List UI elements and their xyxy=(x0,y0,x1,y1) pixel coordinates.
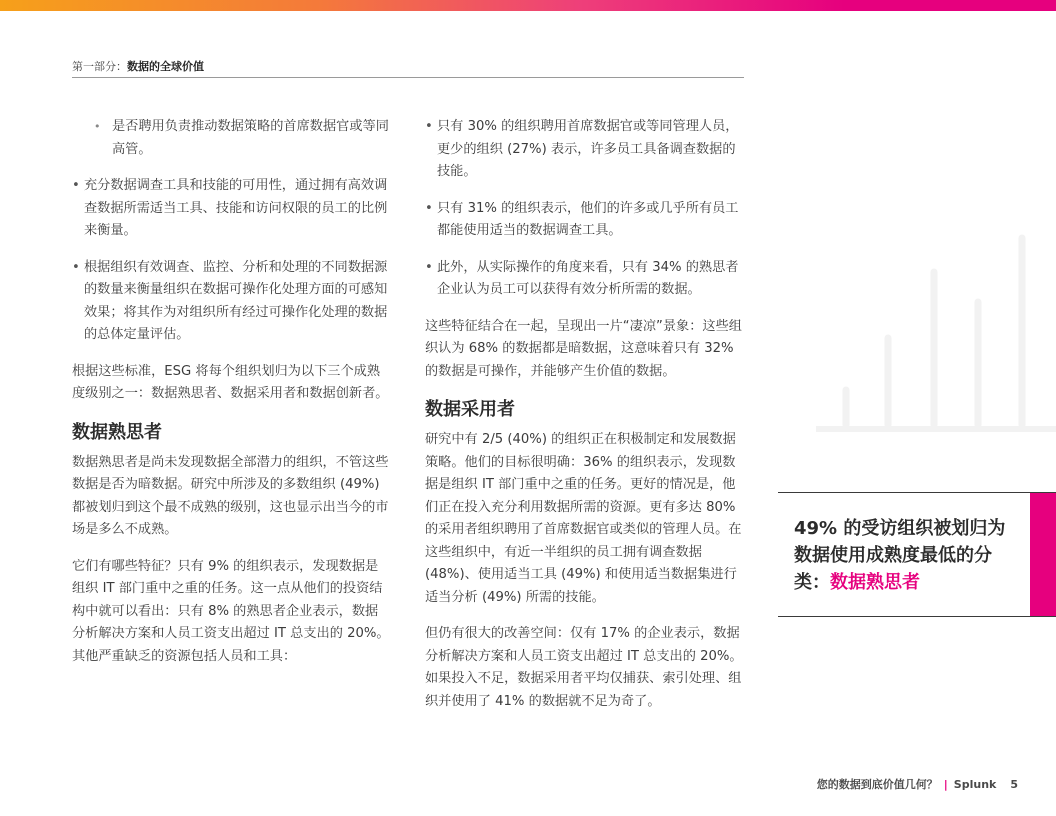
footer-brand: Splunk xyxy=(953,778,997,791)
paragraph: 但仍有很大的改善空间：仅有 17% 的企业表示，数据分析解决方案和人员工资支出超过 IT 总支出的 20%。如果投入不足，数据采用者平均仅捕获、索引处理、组织并使用了 41% 的数据就不足为奇了。 xyxy=(425,626,743,709)
list-item: • 此外，从实际操作的角度来看，只有 34% 的熟思者企业认为员工可以获得有效分析所需的数据。 xyxy=(425,257,745,302)
sub-bullet-list xyxy=(72,116,390,161)
list-item: • 根据组织有效调查、监控、分析和处理的不同数据源的数量来衡量组织在数据可操作化处理方面的可感知效果；将其作为对组织所有经过可操作化处理的数据的总体定量评估。 xyxy=(72,257,390,347)
callout-accent-text: 数据熟思者 xyxy=(830,572,920,593)
paragraph: 这些特征结合在一起，呈现出一片“凄凉”景象：这些组织认为 68% 的数据都是暗数据，这意味着只有 32% 的数据是可操作，并能够产生价值的数据。 xyxy=(425,318,742,379)
section-header xyxy=(72,58,744,78)
page-number: 5 xyxy=(1010,778,1018,791)
bullet-list xyxy=(425,116,745,302)
heading-data-adopters: 数据采用者 xyxy=(425,399,515,420)
callout-box xyxy=(778,492,1056,617)
callout-main-text: 49% 的受访组织被划归为数据使用成熟度最低的分类： xyxy=(794,518,1006,593)
section-part-label: 第一部分： xyxy=(72,60,127,73)
list-item: • 充分数据调查工具和技能的可用性，通过拥有高效调查数据所需适当工具、技能和访问权限的员工的比例来衡量。 xyxy=(72,175,390,243)
paragraph: 数据熟思者是尚未发现数据全部潜力的组织，不管这些数据是否为暗数据。研究中所涉及的多数组织 (49%) 都被划归到这个最不成熟的级别，这也显示出当今的市场是多么不成熟。 xyxy=(72,454,389,537)
decorative-bars-graphic xyxy=(816,230,1056,435)
footer-title: 您的数据到底价值几何？ xyxy=(816,778,938,791)
paragraph: 研究中有 2/5 (40%) 的组织正在积极制定和发展数据策略。他们的目标很明确：36% 的组织表示，发现数据是组织 IT 部门重中之重的任务。更好的情况是，他们正在投入充分利用数据所需的资源。更有多达 80% 的采用者组织聘用了首席数据官或类似的管理人员。在这些组织中，有近一半组织的员工拥有调查数据 (48%)、使用适当工具 (49%) 和使用适当数据集进行适当分析 (49%) 所需的技能。 xyxy=(425,432,742,605)
list-item: • 是否聘用负责推动数据策略的首席数据官或等同高管。 xyxy=(72,116,390,161)
left-column xyxy=(72,116,390,682)
top-gradient-bar xyxy=(0,0,1056,11)
callout-accent-stripe xyxy=(1030,493,1056,616)
intro-paragraph: 根据这些标准，ESG 将每个组织划归为以下三个成熟度级别之一：数据熟思者、数据采用者和数据创新者。 xyxy=(72,363,389,401)
heading-data-thinkers: 数据熟思者 xyxy=(72,421,162,443)
bullet-list xyxy=(72,175,390,347)
middle-column xyxy=(425,116,745,727)
section-title: 数据的全球价值 xyxy=(127,60,204,73)
list-item: • 只有 31% 的组织表示，他们的许多或几乎所有员工都能使用适当的数据调查工具。 xyxy=(425,198,745,243)
list-item: • 只有 30% 的组织聘用首席数据官或等同管理人员，更少的组织 (27%) 表示，许多员工具备调查数据的技能。 xyxy=(425,116,745,184)
footer-separator: | xyxy=(943,778,948,791)
paragraph: 它们有哪些特征？只有 9% 的组织表示，发现数据是组织 IT 部门重中之重的任务。这一点从他们的投资结构中就可以看出：只有 8% 的熟思者企业表示，数据分析解决方案和人员工资支出超过 IT 总支出的 20%。其他严重缺乏的资源包括人员和工具： xyxy=(72,558,390,664)
callout-text xyxy=(794,515,1020,596)
footer xyxy=(817,776,1018,792)
